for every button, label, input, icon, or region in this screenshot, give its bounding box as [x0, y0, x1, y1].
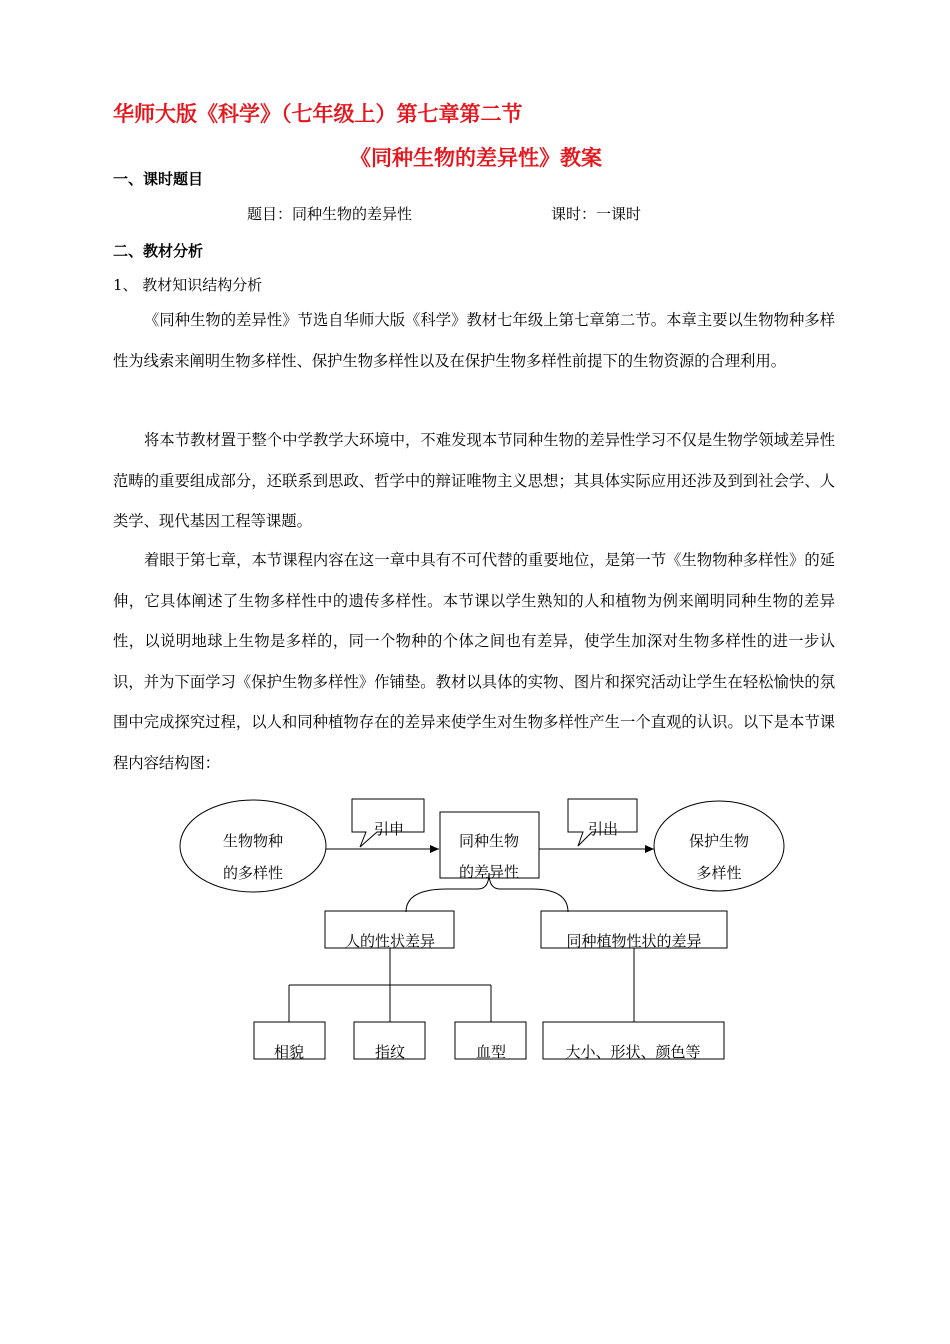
paragraph-2: 将本节教材置于整个中学教学大环境中，不难发现本节同种生物的差异性学习不仅是生物学领域差异性范畴的重要组成部分，还联系到思政、哲学中的辩证唯物主义思想；其具体实际应用还涉及到到社会学、人类学、现代基因工程等课题。 — [113, 431, 835, 530]
right-ellipse-line2: 多样性 — [696, 864, 742, 882]
callout-right-text: 引出 — [587, 820, 619, 838]
left-ellipse-line2: 的多样性 — [222, 864, 284, 882]
plant-items-text: 大小、形状、颜色等 — [565, 1043, 701, 1061]
blood-type-text: 血型 — [475, 1043, 507, 1061]
section1-heading: 一、课时题目 — [113, 170, 204, 188]
center-box-line1: 同种生物 — [458, 832, 520, 850]
lesson-topic: 题目：同种生物的差异性 — [247, 205, 413, 223]
section2-heading: 二、教材分析 — [113, 242, 204, 260]
paragraph-1: 《同种生物的差异性》节选自华师大版《科学》教材七年级上第七章第二节。本章主要以生物物种多样性为线索来阐明生物多样性、保护生物多样性以及在保护生物多样性前提下的生物资源的合理利用。 — [113, 311, 835, 370]
paragraph-3: 着眼于第七章，本节课程内容在这一章中具有不可代替的重要地位，是第一节《生物物种多样性》的延伸，它具体阐述了生物多样性中的遗传多样性。本节课以学生熟知的人和植物为例来阐明同种生物的差异性，以说明地球上生物是多样的，同一个物种的个体之间也有差异，使学生加深对生物多样性的进一步认识，并为下面学习《保护生物多样性》作铺垫。教材以具体的实物、图片和探究活动让学生在轻松愉快的氛围中完成探究过程，以人和同种植物存在的差异来使学生对生物多样性产生一个直观的认识。以下是本节课程内容结构图： — [113, 551, 835, 772]
document-title-line2: 《同种生物的差异性》教案 — [350, 146, 602, 170]
human-traits-text: 人的性状差异 — [344, 932, 436, 950]
subsection-heading: 1、 教材知识结构分析 — [113, 276, 263, 294]
document-title-line1: 华师大版《科学》（七年级上）第七章第二节 — [113, 102, 523, 126]
right-ellipse-line1: 保护生物 — [688, 832, 750, 850]
appearance-text: 相貌 — [273, 1043, 305, 1061]
left-ellipse-line1: 生物物种 — [222, 832, 284, 850]
callout-left-text: 引申 — [373, 820, 405, 838]
plant-traits-text: 同种植物性状的差异 — [566, 932, 702, 950]
center-box-line2: 的差异性 — [458, 863, 520, 881]
lesson-period: 课时：一课时 — [551, 205, 642, 223]
fingerprint-text: 指纹 — [374, 1043, 406, 1061]
